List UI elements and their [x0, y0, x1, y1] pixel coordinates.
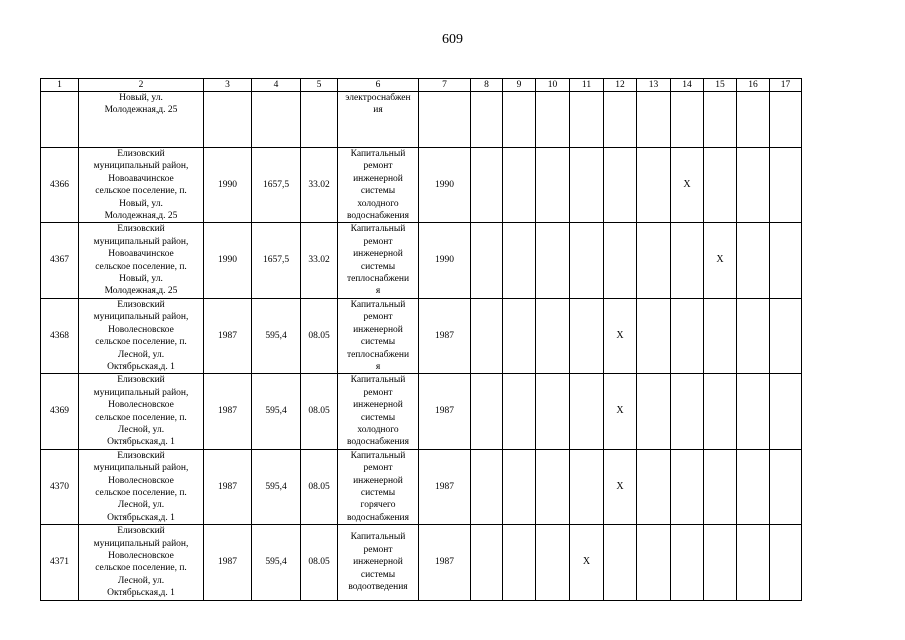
cell-col-10 — [536, 148, 570, 223]
cell-id: 4370 — [41, 449, 79, 524]
column-header-17: 17 — [770, 79, 802, 92]
column-header-16: 16 — [737, 79, 770, 92]
table-row — [41, 223, 802, 298]
cell-col-9 — [503, 298, 536, 373]
column-header-1: 1 — [41, 79, 79, 92]
cell-address — [79, 148, 204, 223]
cell-col-15 — [704, 148, 737, 223]
work-text: электроснабжен ия — [345, 93, 411, 116]
cell-col-11 — [570, 92, 604, 148]
column-header-11: 11 — [570, 79, 604, 92]
cell-col-15 — [704, 525, 737, 600]
cell-code: 33.02 — [301, 148, 338, 223]
cell-col-9 — [503, 525, 536, 600]
cell-col-8 — [471, 298, 503, 373]
cell-col-11 — [570, 223, 604, 298]
cell-id: 4366 — [41, 148, 79, 223]
cell-col-10 — [536, 374, 570, 449]
cell-col-11 — [570, 525, 604, 600]
cell-col-14 — [671, 298, 704, 373]
cell-year: 1987 — [204, 525, 252, 600]
work-text: Капитальный ремонт инженерной системы горячего водоснабжения — [346, 450, 410, 523]
cell-work — [338, 92, 419, 148]
cell-col-11 — [570, 298, 604, 373]
cell-code: 33.02 — [301, 223, 338, 298]
cell-area: 595,4 — [252, 449, 301, 524]
x-mark: Х — [616, 480, 624, 492]
cell-col-13 — [637, 92, 671, 148]
cell-col-15 — [704, 449, 737, 524]
cell-year: 1987 — [204, 449, 252, 524]
cell-col-9 — [503, 148, 536, 223]
cell-col-12 — [604, 374, 637, 449]
cell-area — [252, 92, 301, 148]
cell-address — [79, 223, 204, 298]
cell-id: 4367 — [41, 223, 79, 298]
cell-code: 08.05 — [301, 374, 338, 449]
table-row — [41, 525, 802, 600]
cell-col-8 — [471, 92, 503, 148]
cell-area: 595,4 — [252, 525, 301, 600]
cell-col-13 — [637, 449, 671, 524]
cell-code: 08.05 — [301, 525, 338, 600]
x-mark: Х — [716, 254, 724, 266]
work-text: Капитальный ремонт инженерной системы холодного водоснабжения — [346, 149, 410, 222]
table-row — [41, 449, 802, 524]
column-header-7: 7 — [419, 79, 471, 92]
cell-code: 08.05 — [301, 449, 338, 524]
work-text: Капитальный ремонт инженерной системы водоотведения — [348, 532, 408, 593]
table-row — [41, 148, 802, 223]
cell-col-12 — [604, 298, 637, 373]
table-row — [41, 298, 802, 373]
cell-id: 4371 — [41, 525, 79, 600]
column-number-row — [41, 79, 802, 92]
cell-col-13 — [637, 374, 671, 449]
address-text: Елизовский муниципальный район, Новолесновское сельское поселение, п. Лесной, ул. Октябрьская,д. 1 — [93, 526, 189, 599]
cell-plan-year: 1990 — [419, 223, 471, 298]
work-text: Капитальный ремонт инженерной системы теплоснабжени я — [346, 299, 410, 372]
cell-address — [79, 449, 204, 524]
work-text: Капитальный ремонт инженерной системы холодного водоснабжения — [346, 375, 410, 448]
cell-plan-year: 1987 — [419, 374, 471, 449]
page-number: 609 — [442, 32, 463, 47]
cell-plan-year — [419, 92, 471, 148]
cell-work — [338, 298, 419, 373]
cell-col-8 — [471, 449, 503, 524]
cell-col-9 — [503, 374, 536, 449]
cell-col-9 — [503, 449, 536, 524]
column-header-9: 9 — [503, 79, 536, 92]
cell-area: 595,4 — [252, 374, 301, 449]
cell-address — [79, 298, 204, 373]
cell-id: 4368 — [41, 298, 79, 373]
cell-col-13 — [637, 525, 671, 600]
cell-col-13 — [637, 148, 671, 223]
cell-col-14 — [671, 92, 704, 148]
cell-col-15 — [704, 92, 737, 148]
cell-col-17 — [770, 298, 802, 373]
cell-area: 595,4 — [252, 298, 301, 373]
column-header-13: 13 — [637, 79, 671, 92]
column-header-14: 14 — [671, 79, 704, 92]
column-header-15: 15 — [704, 79, 737, 92]
cell-col-10 — [536, 525, 570, 600]
register-table — [40, 78, 802, 601]
cell-col-14 — [671, 374, 704, 449]
cell-year: 1987 — [204, 298, 252, 373]
cell-col-16 — [737, 374, 770, 449]
cell-col-11 — [570, 374, 604, 449]
cell-col-9 — [503, 223, 536, 298]
cell-id — [41, 92, 79, 148]
cell-col-17 — [770, 223, 802, 298]
cell-plan-year: 1987 — [419, 525, 471, 600]
cell-year: 1987 — [204, 374, 252, 449]
cell-plan-year: 1990 — [419, 148, 471, 223]
cell-col-17 — [770, 92, 802, 148]
cell-address — [79, 92, 204, 148]
cell-col-8 — [471, 148, 503, 223]
cell-col-15 — [704, 374, 737, 449]
address-text: Елизовский муниципальный район, Новолесновское сельское поселение, п. Лесной, ул. Октябрьская,д. 1 — [93, 450, 189, 523]
x-mark: Х — [616, 329, 624, 341]
cell-col-12 — [604, 449, 637, 524]
cell-plan-year: 1987 — [419, 449, 471, 524]
cell-col-16 — [737, 148, 770, 223]
cell-col-10 — [536, 298, 570, 373]
cell-col-16 — [737, 223, 770, 298]
table-row — [41, 374, 802, 449]
cell-work — [338, 148, 419, 223]
column-header-8: 8 — [471, 79, 503, 92]
cell-work — [338, 525, 419, 600]
cell-col-11 — [570, 449, 604, 524]
cell-area: 1657,5 — [252, 148, 301, 223]
cell-col-10 — [536, 223, 570, 298]
cell-col-8 — [471, 374, 503, 449]
cell-col-17 — [770, 374, 802, 449]
cell-col-10 — [536, 92, 570, 148]
cell-col-8 — [471, 525, 503, 600]
cell-code: 08.05 — [301, 298, 338, 373]
column-header-5: 5 — [301, 79, 338, 92]
column-header-6: 6 — [338, 79, 419, 92]
cell-area: 1657,5 — [252, 223, 301, 298]
cell-year: 1990 — [204, 148, 252, 223]
cell-col-16 — [737, 449, 770, 524]
column-header-10: 10 — [536, 79, 570, 92]
cell-col-8 — [471, 223, 503, 298]
cell-col-14 — [671, 525, 704, 600]
cell-col-17 — [770, 449, 802, 524]
address-text: Елизовский муниципальный район, Новоавачинское сельское поселение, п. Новый, ул. Молодежная,д. 25 — [93, 149, 189, 222]
cell-col-12 — [604, 223, 637, 298]
work-text: Капитальный ремонт инженерной системы теплоснабжени я — [346, 224, 410, 297]
cell-work — [338, 449, 419, 524]
cell-col-16 — [737, 298, 770, 373]
cell-col-14 — [671, 223, 704, 298]
cell-col-16 — [737, 92, 770, 148]
cell-col-11 — [570, 148, 604, 223]
cell-address — [79, 525, 204, 600]
cell-work — [338, 374, 419, 449]
cell-col-14 — [671, 449, 704, 524]
cell-code — [301, 92, 338, 148]
column-header-12: 12 — [604, 79, 637, 92]
cell-year — [204, 92, 252, 148]
cell-col-9 — [503, 92, 536, 148]
cell-address — [79, 374, 204, 449]
address-text: Елизовский муниципальный район, Новолесновское сельское поселение, п. Лесной, ул. Октябрьская,д. 1 — [93, 375, 189, 448]
x-mark: Х — [616, 405, 624, 417]
x-mark: Х — [683, 179, 691, 191]
cell-id: 4369 — [41, 374, 79, 449]
cell-col-12 — [604, 148, 637, 223]
cell-col-12 — [604, 525, 637, 600]
cell-col-13 — [637, 223, 671, 298]
address-text: Новый, ул. Молодежная,д. 25 — [104, 93, 178, 116]
cell-col-12 — [604, 92, 637, 148]
column-header-3: 3 — [204, 79, 252, 92]
continued-row — [41, 92, 802, 148]
cell-col-15 — [704, 223, 737, 298]
cell-col-17 — [770, 148, 802, 223]
x-mark: Х — [582, 556, 591, 568]
cell-col-17 — [770, 525, 802, 600]
cell-col-10 — [536, 449, 570, 524]
column-header-2: 2 — [79, 79, 204, 92]
cell-plan-year: 1987 — [419, 298, 471, 373]
cell-col-15 — [704, 298, 737, 373]
cell-year: 1990 — [204, 223, 252, 298]
address-text: Елизовский муниципальный район, Новоавачинское сельское поселение, п. Новый, ул. Молодежная,д. 25 — [93, 224, 189, 297]
cell-work — [338, 223, 419, 298]
column-header-4: 4 — [252, 79, 301, 92]
cell-col-14 — [671, 148, 704, 223]
cell-col-13 — [637, 298, 671, 373]
cell-col-16 — [737, 525, 770, 600]
address-text: Елизовский муниципальный район, Новолесновское сельское поселение, п. Лесной, ул. Октябрьская,д. 1 — [93, 299, 189, 372]
